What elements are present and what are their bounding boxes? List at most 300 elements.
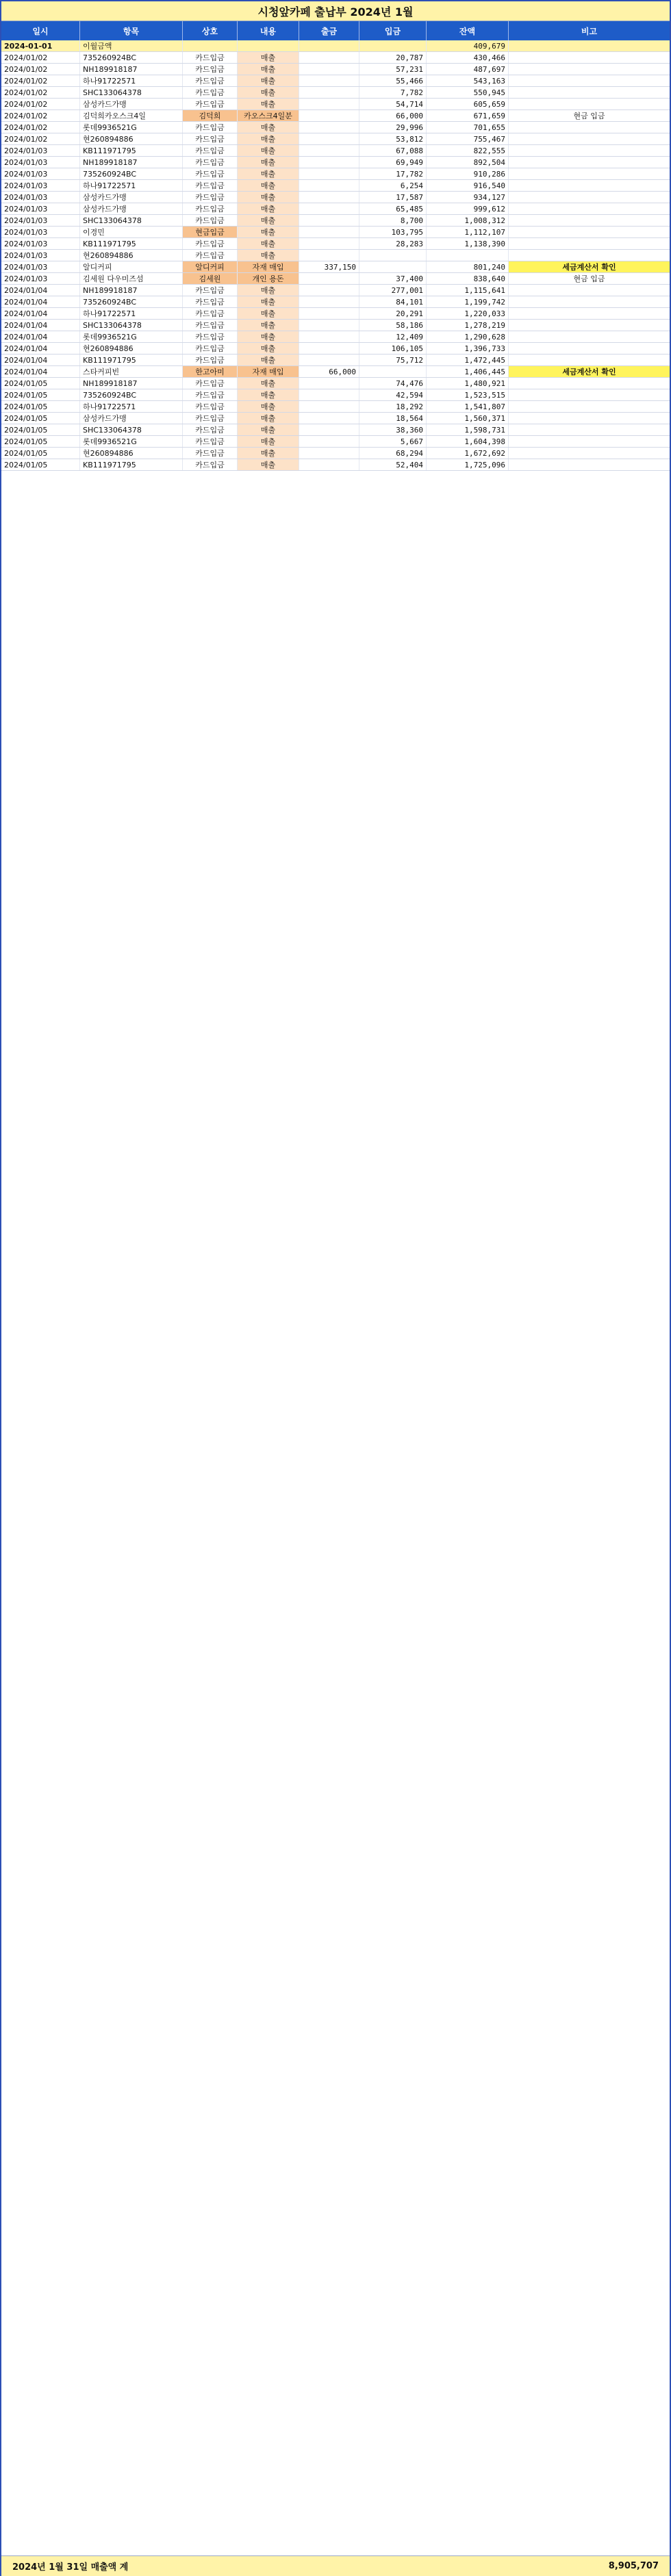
row-date: 2024/01/02 [1,75,80,86]
opening-in [359,40,427,51]
table-row [1,192,670,203]
row-desc: 매출 [238,250,299,261]
row-out [299,110,359,121]
row-in: 53,812 [359,133,427,144]
row-in: 17,587 [359,192,427,203]
row-in: 84,101 [359,296,427,307]
row-kind: 알디커피 [183,261,238,272]
row-date: 2024/01/03 [1,192,80,203]
row-note [509,355,670,365]
row-in: 58,186 [359,320,427,331]
row-vendor: NH189918187 [80,157,183,168]
row-vendor: 김세원 다우미즈섬 [80,273,183,284]
row-kind: 카드입금 [183,355,238,365]
row-kind: 카드입금 [183,250,238,261]
row-date: 2024/01/05 [1,436,80,447]
row-vendor: 735260924BC [80,52,183,63]
row-vendor: 알디커피 [80,261,183,272]
table-header [1,21,670,40]
row-kind: 카드입금 [183,285,238,296]
row-in: 6,254 [359,180,427,191]
table-row [1,343,670,355]
row-kind: 카드입금 [183,436,238,447]
row-kind: 카드입금 [183,378,238,389]
table-row [1,401,670,413]
row-vendor: 하나91722571 [80,308,183,319]
row-desc: 매출 [238,64,299,75]
table-row [1,238,670,250]
column-header-vendor: 상호 [183,21,238,40]
table-row [1,448,670,459]
row-vendor: 롯데9936521G [80,122,183,133]
row-date: 2024/01/02 [1,133,80,144]
row-out [299,64,359,75]
row-note [509,203,670,214]
table-row [1,250,670,261]
row-in: 38,360 [359,424,427,435]
row-kind: 카드입금 [183,64,238,75]
row-date: 2024/01/05 [1,459,80,470]
table-row [1,157,670,168]
row-balance: 892,504 [427,157,509,168]
row-note [509,215,670,226]
row-note [509,145,670,156]
row-kind: 카드입금 [183,52,238,63]
row-note [509,133,670,144]
row-balance: 755,467 [427,133,509,144]
row-desc: 매출 [238,413,299,424]
row-desc: 매출 [238,355,299,365]
row-kind: 카드입금 [183,168,238,179]
row-note: 세금계산서 확인 [509,261,670,272]
row-in: 37,400 [359,273,427,284]
row-in: 17,782 [359,168,427,179]
row-date: 2024/01/04 [1,366,80,377]
row-desc: 매출 [238,238,299,249]
row-vendor: 롯데9936521G [80,331,183,342]
row-balance: 1,396,733 [427,343,509,354]
row-kind: 카드입금 [183,401,238,412]
row-in [359,261,427,272]
row-vendor: 하나91722571 [80,75,183,86]
row-in: 18,564 [359,413,427,424]
row-kind: 카드입금 [183,215,238,226]
row-kind: 카드입금 [183,145,238,156]
row-vendor: 김덕희카오스크4일 [80,110,183,121]
row-kind: 카드입금 [183,343,238,354]
row-note: 세금계산서 확인 [509,366,670,377]
table-row [1,87,670,99]
row-desc: 매출 [238,378,299,389]
row-desc: 매출 [238,192,299,203]
row-vendor: SHC133064378 [80,215,183,226]
row-note [509,331,670,342]
row-out [299,424,359,435]
row-vendor: 스타커피빈 [80,366,183,377]
table-row [1,378,670,389]
opening-desc [238,40,299,51]
row-balance: 1,278,219 [427,320,509,331]
row-out [299,145,359,156]
row-out [299,203,359,214]
row-date: 2024/01/02 [1,110,80,121]
row-vendor: SHC133064378 [80,320,183,331]
opening-note [509,40,670,51]
row-in [359,250,427,261]
row-note [509,285,670,296]
row-kind: 한고아미 [183,366,238,377]
row-out [299,448,359,459]
row-balance: 1,523,515 [427,389,509,400]
monthly-total-row [1,2555,670,2576]
row-note [509,157,670,168]
row-out [299,87,359,98]
row-desc: 매출 [238,448,299,459]
row-vendor: NH189918187 [80,64,183,75]
row-vendor: SHC133064378 [80,424,183,435]
row-date: 2024/01/04 [1,343,80,354]
row-vendor: 이경민 [80,227,183,237]
row-note [509,378,670,389]
row-date: 2024/01/04 [1,296,80,307]
row-out [299,389,359,400]
opening-out [299,40,359,51]
row-out [299,227,359,237]
table-row [1,459,670,471]
row-in: 67,088 [359,145,427,156]
row-desc: 매출 [238,180,299,191]
row-note [509,99,670,110]
row-note [509,448,670,459]
row-balance: 430,466 [427,52,509,63]
row-out [299,75,359,86]
row-in: 20,787 [359,52,427,63]
row-vendor: 735260924BC [80,296,183,307]
row-out [299,331,359,342]
table-row [1,122,670,133]
row-vendor: 735260924BC [80,168,183,179]
row-out [299,180,359,191]
row-in: 28,283 [359,238,427,249]
opening-balance: 409,679 [427,40,509,51]
row-balance: 605,659 [427,99,509,110]
row-kind: 카드입금 [183,320,238,331]
row-kind: 카드입금 [183,87,238,98]
row-balance: 1,138,390 [427,238,509,249]
row-balance: 543,163 [427,75,509,86]
row-kind: 카드입금 [183,157,238,168]
row-desc: 매출 [238,203,299,214]
row-date: 2024/01/02 [1,87,80,98]
row-date: 2024/01/03 [1,238,80,249]
table-row [1,75,670,87]
row-vendor: 삼성카드가맹 [80,413,183,424]
row-desc: 매출 [238,99,299,110]
row-balance: 1,672,692 [427,448,509,459]
row-note [509,436,670,447]
row-note [509,168,670,179]
page-title: 시청앞카페 출납부 2024년 1월 [1,1,670,21]
row-kind: 카드입금 [183,331,238,342]
row-balance: 550,945 [427,87,509,98]
table-row [1,99,670,110]
row-in: 74,476 [359,378,427,389]
row-desc: 매출 [238,436,299,447]
row-date: 2024/01/03 [1,261,80,272]
row-in: 106,105 [359,343,427,354]
row-kind: 카드입금 [183,308,238,319]
table-row [1,110,670,122]
row-balance: 934,127 [427,192,509,203]
row-desc: 매출 [238,87,299,98]
table-row [1,320,670,331]
row-desc: 매출 [238,75,299,86]
row-vendor: 735260924BC [80,389,183,400]
table-row [1,285,670,296]
row-in: 7,782 [359,87,427,98]
row-in: 20,291 [359,308,427,319]
row-vendor: KB111971795 [80,459,183,470]
row-note [509,389,670,400]
table-row [1,424,670,436]
row-desc: 매출 [238,331,299,342]
row-kind: 카드입금 [183,238,238,249]
row-out [299,308,359,319]
row-in: 8,700 [359,215,427,226]
row-in: 66,000 [359,110,427,121]
row-date: 2024/01/04 [1,320,80,331]
monthly-total-value: 8,905,707 [608,2561,659,2571]
row-desc: 매출 [238,52,299,63]
row-note [509,424,670,435]
row-desc: 매출 [238,285,299,296]
row-balance: 1,290,628 [427,331,509,342]
row-vendor: 삼성카드가맹 [80,192,183,203]
row-out [299,122,359,133]
row-balance: 1,115,641 [427,285,509,296]
row-balance: 1,472,445 [427,355,509,365]
table-row [1,64,670,75]
row-desc: 매출 [238,459,299,470]
row-in: 75,712 [359,355,427,365]
row-out [299,192,359,203]
table-row [1,436,670,448]
row-in: 103,795 [359,227,427,237]
row-out [299,157,359,168]
row-out [299,52,359,63]
row-note: 현금 입금 [573,274,605,283]
monthly-total-label: 2024년 1월 31일 매출액 계 [12,2562,129,2573]
row-vendor: 롯데9936521G [80,436,183,447]
row-date: 2024/01/03 [1,273,80,284]
row-balance: 1,541,807 [427,401,509,412]
row-out [299,320,359,331]
table-row [1,203,670,215]
row-balance: 1,725,096 [427,459,509,470]
row-balance: 1,560,371 [427,413,509,424]
row-note [509,250,670,261]
row-in: 18,292 [359,401,427,412]
row-date: 2024/01/04 [1,355,80,365]
row-desc: 개인 용돈 [238,273,299,284]
row-kind: 현금입금 [183,227,238,237]
row-balance: 1,598,731 [427,424,509,435]
row-balance: 1,008,312 [427,215,509,226]
row-balance: 1,406,445 [427,366,509,377]
row-date: 2024/01/05 [1,424,80,435]
row-out [299,133,359,144]
table-row [1,145,670,157]
row-desc: 매출 [238,320,299,331]
row-out [299,343,359,354]
row-out [299,296,359,307]
row-note [509,180,670,191]
table-row [1,261,670,273]
row-date: 2024/01/04 [1,285,80,296]
row-kind: 카드입금 [183,424,238,435]
opening-balance-row [1,40,670,52]
row-desc: 매출 [238,168,299,179]
row-balance: 838,640 [427,273,509,284]
column-header-date: 일시 [1,21,80,40]
row-date: 2024/01/05 [1,413,80,424]
opening-date: 2024-01-01 [1,40,80,51]
column-header-in: 입금 [359,21,427,40]
row-kind: 카드입금 [183,133,238,144]
row-kind: 카드입금 [183,413,238,424]
row-date: 2024/01/02 [1,52,80,63]
row-desc: 매출 [238,145,299,156]
row-date: 2024/01/05 [1,378,80,389]
row-vendor: 현260894886 [80,448,183,459]
row-in: 52,404 [359,459,427,470]
row-note [509,52,670,63]
table-row [1,413,670,424]
column-header-out: 출금 [299,21,359,40]
row-desc: 매출 [238,343,299,354]
row-balance: 801,240 [427,261,509,272]
row-out [299,355,359,365]
table-row [1,366,670,378]
row-date: 2024/01/03 [1,168,80,179]
row-vendor: 현260894886 [80,250,183,261]
row-out [299,168,359,179]
row-balance: 487,697 [427,64,509,75]
row-date: 2024/01/02 [1,99,80,110]
row-date: 2024/01/04 [1,331,80,342]
row-kind: 김세원 [183,273,238,284]
row-date: 2024/01/04 [1,308,80,319]
row-vendor: KB111971795 [80,238,183,249]
column-header-balance: 잔액 [427,21,509,40]
row-desc: 매출 [238,215,299,226]
row-kind: 김덕희 [183,110,238,121]
row-kind: 카드입금 [183,459,238,470]
row-desc: 자재 매입 [238,366,299,377]
row-date: 2024/01/02 [1,122,80,133]
row-note [509,75,670,86]
table-row [1,227,670,238]
row-note [509,459,670,470]
row-desc: 매출 [238,157,299,168]
row-vendor: 삼성카드가맹 [80,99,183,110]
row-out [299,99,359,110]
column-header-account: 항목 [80,21,183,40]
row-note [509,227,670,237]
row-vendor: NH189918187 [80,378,183,389]
row-balance: 1,199,742 [427,296,509,307]
row-note [509,413,670,424]
row-vendor: KB111971795 [80,145,183,156]
table-row [1,215,670,227]
row-out [299,459,359,470]
table-row [1,308,670,320]
table-row [1,133,670,145]
row-out [299,378,359,389]
row-note [509,64,670,75]
row-in: 68,294 [359,448,427,459]
row-vendor: 삼성카드가맹 [80,203,183,214]
row-balance [427,250,509,261]
row-note: 현금 입금 [573,112,605,120]
row-out: 337,150 [299,261,359,272]
row-vendor: 하나91722571 [80,180,183,191]
row-date: 2024/01/03 [1,180,80,191]
row-vendor: KB111971795 [80,355,183,365]
row-in: 65,485 [359,203,427,214]
row-out [299,413,359,424]
table-row [1,52,670,64]
row-balance: 822,555 [427,145,509,156]
row-desc: 자재 매입 [238,261,299,272]
row-in: 57,231 [359,64,427,75]
table-row [1,355,670,366]
row-out [299,285,359,296]
column-header-note: 비고 [581,26,598,36]
row-desc: 매출 [238,122,299,133]
ledger-rows [1,40,670,471]
row-vendor: 현260894886 [80,133,183,144]
row-date: 2024/01/05 [1,448,80,459]
row-in: 54,714 [359,99,427,110]
row-kind: 카드입금 [183,122,238,133]
table-row [1,273,670,285]
row-balance: 671,659 [427,110,509,121]
row-balance: 1,604,398 [427,436,509,447]
row-desc: 매출 [238,227,299,237]
row-in: 55,466 [359,75,427,86]
row-note [509,192,670,203]
row-kind: 카드입금 [183,203,238,214]
row-out [299,273,359,284]
row-note [509,343,670,354]
table-row [1,331,670,343]
row-date: 2024/01/03 [1,157,80,168]
row-desc: 매출 [238,401,299,412]
row-date: 2024/01/03 [1,145,80,156]
row-date: 2024/01/03 [1,250,80,261]
row-kind: 카드입금 [183,75,238,86]
row-note [509,308,670,319]
row-vendor: NH189918187 [80,285,183,296]
row-note [509,87,670,98]
row-date: 2024/01/05 [1,401,80,412]
row-in: 277,001 [359,285,427,296]
row-out [299,436,359,447]
row-note [509,401,670,412]
row-out [299,215,359,226]
row-kind: 카드입금 [183,99,238,110]
